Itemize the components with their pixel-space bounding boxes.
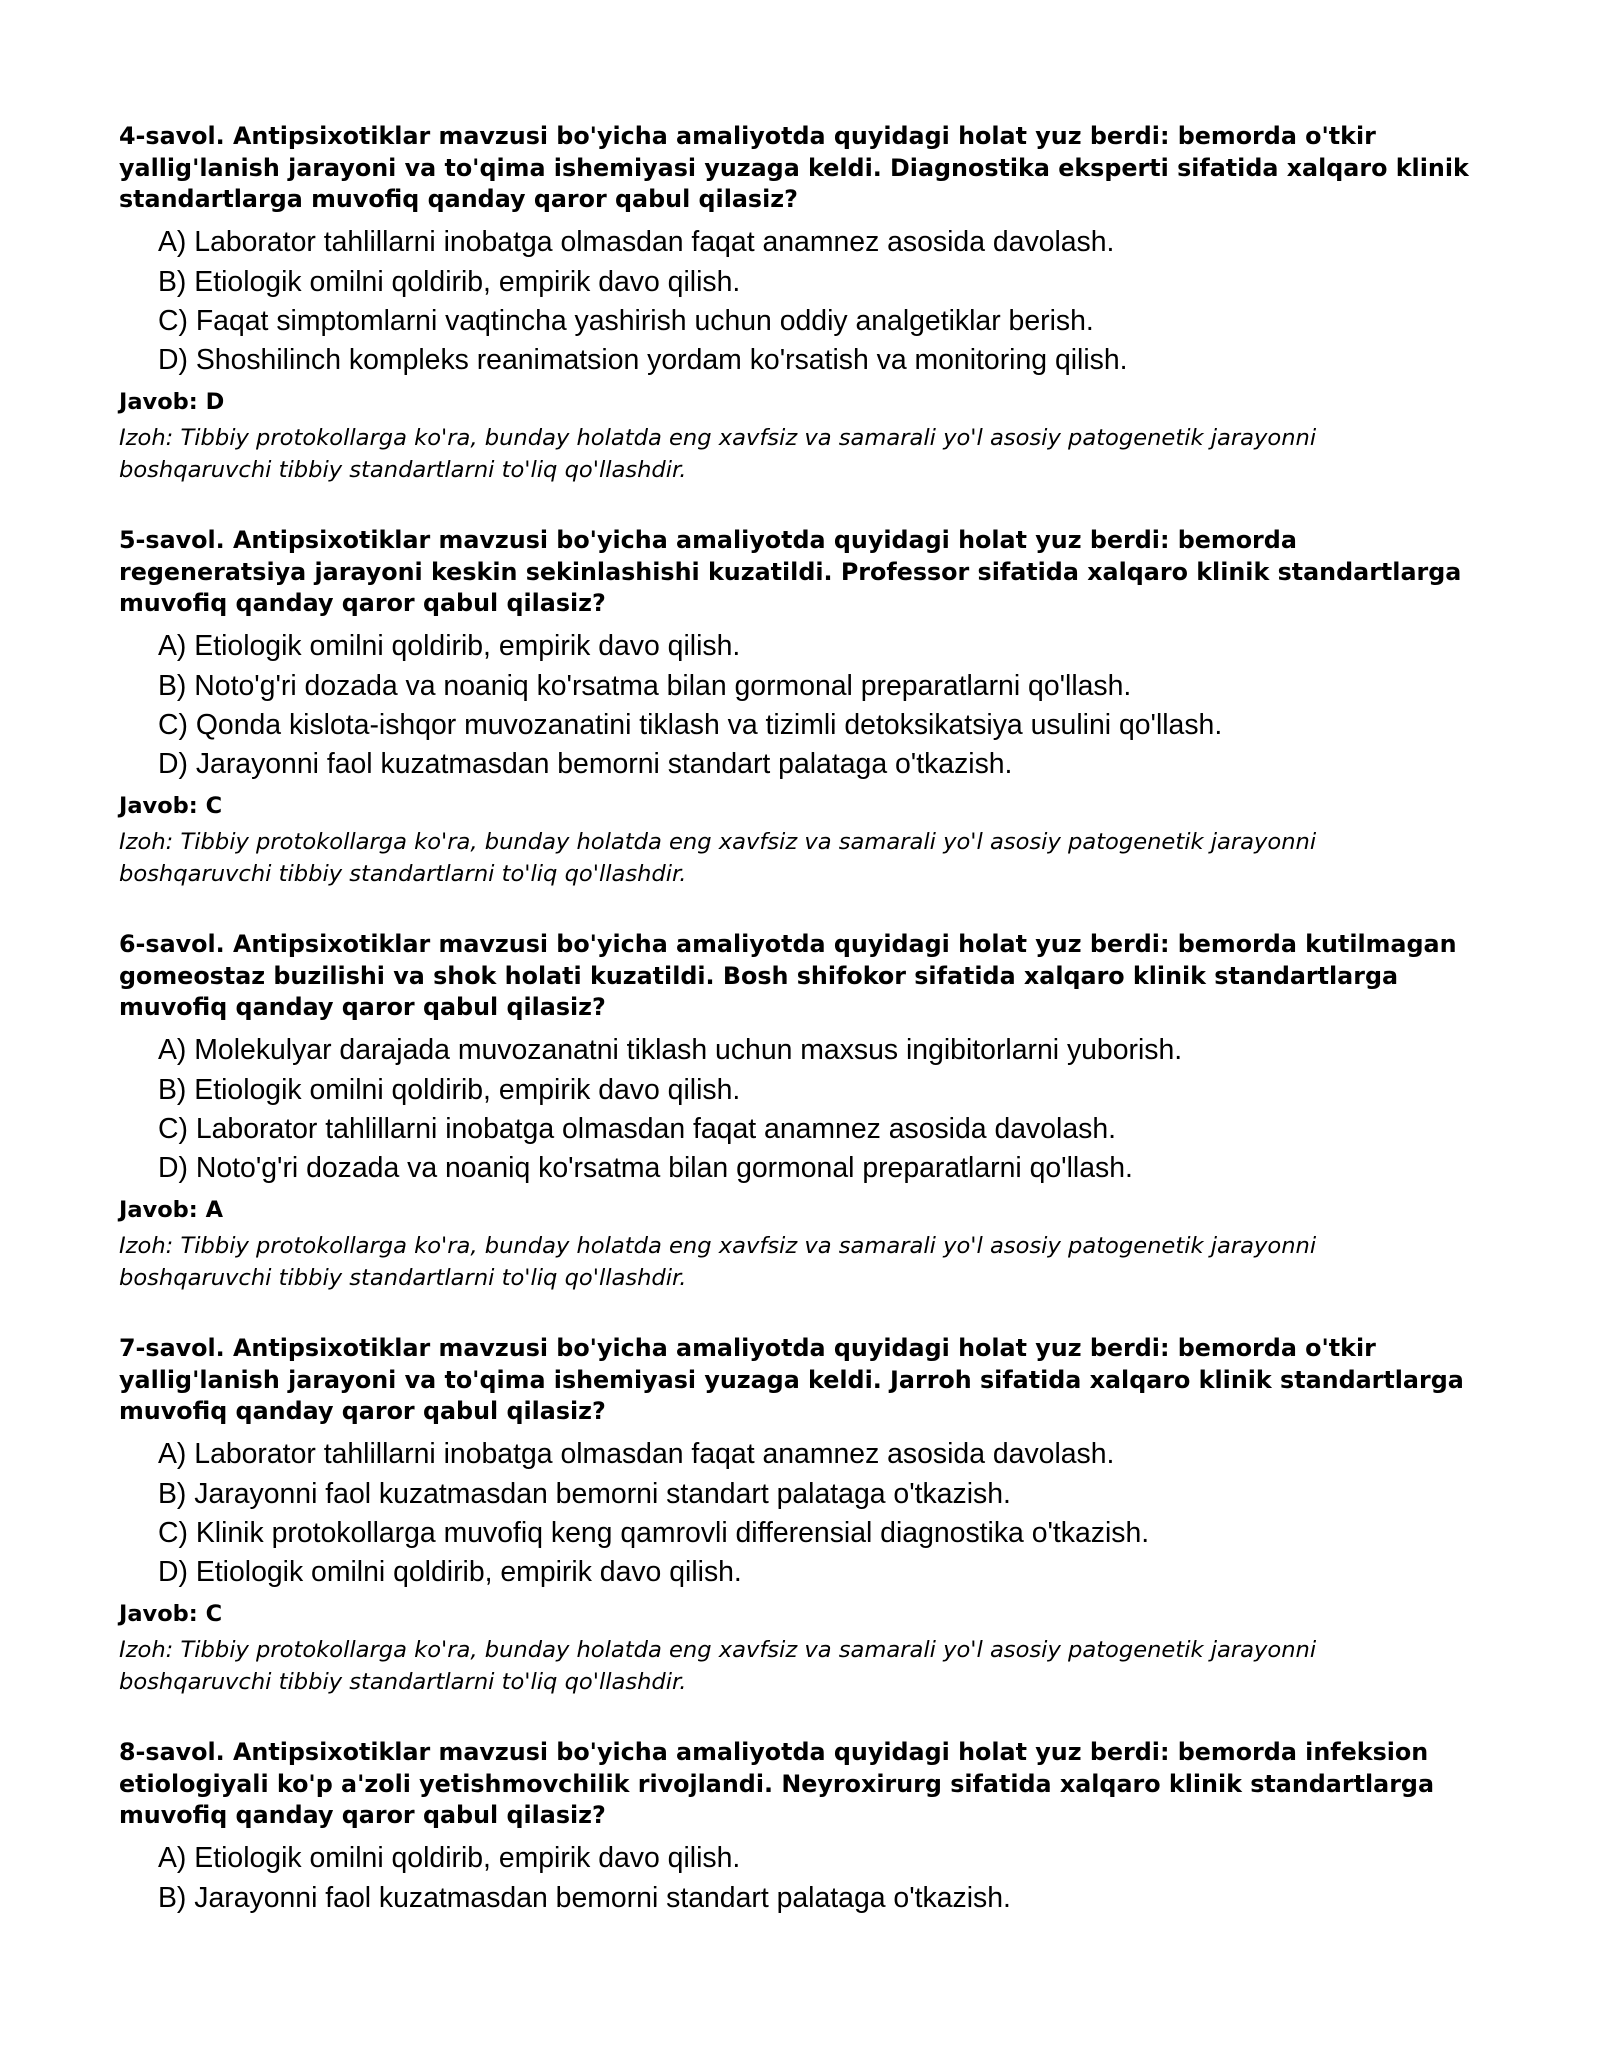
question-title-line: yallig'lanish jarayoni va to'qima ishemiyasi yuzaga keldi. Diagnostika eksperti sifatida xalqaro klinik (119, 153, 1469, 182)
explanation-line: boshqaruvchi tibbiy standartlarni to'liq qo'llashdir. (119, 456, 687, 483)
explanation (119, 827, 1469, 890)
question-title-line: 7-savol. Antipsixotiklar mavzusi bo'yicha amaliyotda quyidagi holat yuz berdi: bemorda o'tkir (119, 1334, 1376, 1363)
answer-options (158, 1435, 1469, 1592)
answer-option: B) Jarayonni faol kuzatmasdan bemorni standart palataga o'tkazish. (158, 1881, 1011, 1914)
question-title-line: regeneratsiya jarayoni keskin sekinlashishi kuzatildi. Professor sifatida xalqaro klinik standartlarga (119, 557, 1462, 586)
answer-option: A) Laborator tahlillarni inobatga olmasdan faqat anamnez asosida davolash. (158, 1438, 1115, 1471)
correct-answer: Javob: D (119, 389, 225, 416)
answer-options (158, 627, 1469, 784)
correct-answer: Javob: A (119, 1197, 224, 1224)
question-title (119, 929, 1469, 1023)
answer-option: C) Faqat simptomlarni vaqtincha yashirish uchun oddiy analgetiklar berish. (158, 304, 1094, 337)
answer-option: A) Laborator tahlillarni inobatga olmasdan faqat anamnez asosida davolash. (158, 226, 1115, 259)
answer-option: B) Etiologik omilni qoldirib, empirik davo qilish. (158, 265, 741, 298)
question-title-line: muvofiq qanday qaror qabul qilasiz? (119, 1801, 606, 1830)
question-title-line: muvofiq qanday qaror qabul qilasiz? (119, 1397, 606, 1426)
explanation-line: Izoh: Tibbiy protokollarga ko'ra, bunday holatda eng xavfsiz va samarali yo'l asosiy patogenetik jarayonni (119, 1637, 1317, 1664)
explanation-line: boshqaruvchi tibbiy standartlarni to'liq qo'llashdir. (119, 860, 687, 887)
answer-options (158, 1839, 1469, 1917)
answer-option: B) Noto'g'ri dozada va noaniq ko'rsatma bilan gormonal preparatlarni qo'llash. (158, 669, 1132, 702)
correct-answer: Javob: C (119, 793, 223, 820)
question-title-line: 6-savol. Antipsixotiklar mavzusi bo'yicha amaliyotda quyidagi holat yuz berdi: bemorda kutilmagan (119, 930, 1457, 959)
explanation-line: boshqaruvchi tibbiy standartlarni to'liq qo'llashdir. (119, 1264, 687, 1291)
question-title (119, 121, 1469, 215)
question-title (119, 1737, 1469, 1831)
explanation-line: boshqaruvchi tibbiy standartlarni to'liq qo'llashdir. (119, 1668, 687, 1695)
question-block (119, 121, 1469, 486)
answer-option: B) Etiologik omilni qoldirib, empirik davo qilish. (158, 1073, 741, 1106)
question-title-line: etiologiyali ko'p a'zoli yetishmovchilik rivojlandi. Neyroxirurg sifatida xalqaro klinik standartlarga (119, 1769, 1435, 1798)
question-title-line: 4-savol. Antipsixotiklar mavzusi bo'yicha amaliyotda quyidagi holat yuz berdi: bemorda o'tkir (119, 122, 1376, 151)
answer-option: A) Etiologik omilni qoldirib, empirik davo qilish. (158, 1842, 741, 1875)
question-block (119, 525, 1469, 890)
question-title-line: muvofiq qanday qaror qabul qilasiz? (119, 993, 606, 1022)
answer-option: D) Jarayonni faol kuzatmasdan bemorni standart palataga o'tkazish. (158, 748, 1013, 781)
explanation-line: Izoh: Tibbiy protokollarga ko'ra, bunday holatda eng xavfsiz va samarali yo'l asosiy patogenetik jarayonni (119, 1233, 1317, 1260)
answer-option: A) Molekulyar darajada muvozanatni tiklash uchun maxsus ingibitorlarni yuborish. (158, 1034, 1183, 1067)
question-block (119, 929, 1469, 1294)
question-title-line: gomeostaz buzilishi va shok holati kuzatildi. Bosh shifokor sifatida xalqaro klinik standartlarga (119, 961, 1399, 990)
question-block (119, 1333, 1469, 1698)
answer-options (158, 1031, 1469, 1188)
question-title-line: 5-savol. Antipsixotiklar mavzusi bo'yicha amaliyotda quyidagi holat yuz berdi: bemorda (119, 526, 1297, 555)
explanation (119, 423, 1469, 486)
question-title (119, 1333, 1469, 1427)
explanation (119, 1231, 1469, 1294)
question-title-line: standartlarga muvofiq qanday qaror qabul qilasiz? (119, 185, 798, 214)
answer-options (158, 223, 1469, 380)
answer-option: D) Noto'g'ri dozada va noaniq ko'rsatma bilan gormonal preparatlarni qo'llash. (158, 1152, 1133, 1185)
question-title-line: 8-savol. Antipsixotiklar mavzusi bo'yicha amaliyotda quyidagi holat yuz berdi: bemorda infeksion (119, 1738, 1429, 1767)
document-content (119, 121, 1469, 1957)
explanation (119, 1635, 1469, 1698)
question-title-line: muvofiq qanday qaror qabul qilasiz? (119, 589, 606, 618)
explanation-line: Izoh: Tibbiy protokollarga ko'ra, bunday holatda eng xavfsiz va samarali yo'l asosiy patogenetik jarayonni (119, 425, 1317, 452)
answer-option: C) Klinik protokollarga muvofiq keng qamrovli differensial diagnostika o'tkazish. (158, 1516, 1150, 1549)
answer-option: A) Etiologik omilni qoldirib, empirik davo qilish. (158, 630, 741, 663)
question-title (119, 525, 1469, 619)
correct-answer: Javob: C (119, 1601, 223, 1628)
answer-option: D) Shoshilinch kompleks reanimatsion yordam ko'rsatish va monitoring qilish. (158, 344, 1128, 377)
answer-option: D) Etiologik omilni qoldirib, empirik davo qilish. (158, 1556, 742, 1589)
explanation-line: Izoh: Tibbiy protokollarga ko'ra, bunday holatda eng xavfsiz va samarali yo'l asosiy patogenetik jarayonni (119, 829, 1317, 856)
answer-option: B) Jarayonni faol kuzatmasdan bemorni standart palataga o'tkazish. (158, 1477, 1011, 1510)
answer-option: C) Laborator tahlillarni inobatga olmasdan faqat anamnez asosida davolash. (158, 1112, 1116, 1145)
question-title-line: yallig'lanish jarayoni va to'qima ishemiyasi yuzaga keldi. Jarroh sifatida xalqaro klinik standartlarga (119, 1365, 1464, 1394)
question-block (119, 1737, 1469, 1918)
answer-option: C) Qonda kislota-ishqor muvozanatini tiklash va tizimli detoksikatsiya usulini qo'llash. (158, 708, 1223, 741)
